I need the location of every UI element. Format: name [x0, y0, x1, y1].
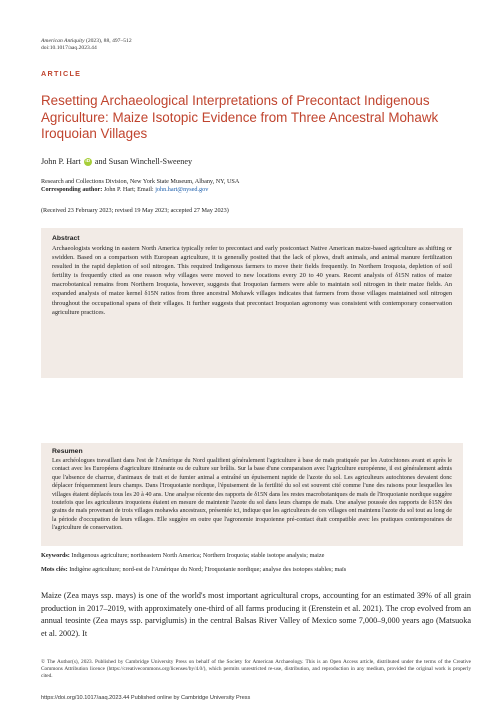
journal-volume-pages: (2023), 88, 497–512 — [85, 38, 132, 44]
received-dates: (Received 23 February 2023; revised 19 May 2023; accepted 27 May 2023) — [41, 207, 229, 214]
mots-cles-text: Indigène agriculture; nord-est de l'Amérique du Nord; l'Iroquoianie nordique; analyse des isotopes stables; maïs — [69, 566, 347, 573]
journal-name: American Antiquity — [41, 38, 85, 44]
corresponding-label: Corresponding author: — [41, 186, 103, 193]
resumen-heading: Resumen — [52, 448, 83, 455]
abstract-text: Archaeologists working in eastern North America typically refer to precontact and early postcontact Native American maize-based agriculture as shifting or swidden. Based on a comparison with European agriculture, it is generally posited that the lack of plows, draft animals, and animal manure fertilization resulted in the rapid depletion of soil nitrogen. This required Indigenous farmers to move their fields frequently. In Northern Iroquoia, depletion of soil fertility is frequently cited as one reason why villages were moved to new locations every 20 to 40 years. Recent analysis of δ15N ratios of maize macrobotanical remains from Northern Iroquoia, however, suggests that Iroquoian farmers were able to maintain soil nitrogen in their maize fields. An expanded analysis of maize kernel δ15N ratios from three ancestral Mohawk villages indicates that farmers from those villages maintained soil nitrogen throughout the occupational spans of their villages. It further suggests that precontact Iroquoian agronomy was consistent with contemporary conservation agriculture practices. — [52, 245, 452, 316]
section-label: ARTICLE — [41, 69, 82, 78]
mots-cles — [41, 566, 471, 573]
abstract-heading: Abstract — [52, 235, 80, 242]
author-line — [41, 157, 192, 166]
abstract-box — [41, 228, 463, 378]
author-rest[interactable]: and Susan Winchell-Sweeney — [94, 157, 193, 166]
journal-citation — [41, 37, 132, 45]
license-notice: © The Author(s), 2023. Published by Cambridge University Press on behalf of the Society for American Archaeology. This is an Open Access article, distributed under the terms of the Creative Commons Attribution licence (https://creativecommons.org/licenses/by/4.0/), which permits unrestricted re-use, distribution, and reproduction in any medium, provided the original work is properly cited. — [41, 659, 471, 680]
mots-cles-label: Mots clés: — [41, 566, 68, 573]
email-link[interactable]: john.hart@nysed.gov — [155, 186, 209, 193]
footer-doi-link[interactable]: https://doi.org/10.1017/aaq.2023.44 Published online by Cambridge University Press — [41, 695, 251, 701]
orcid-icon[interactable]: iD — [85, 158, 91, 164]
keywords — [41, 552, 471, 559]
resumen-text: Les archéologues travaillant dans l'est de l'Amérique du Nord qualifient généralement l'agriculture à base de maïs pratiquée par les Autochtones avant et après le contact avec les Européens d'agriculture itinérante ou de culture sur brûlis. Sur la base d'une comparaison avec l'agriculture européenne, il est généralement admis que l'absence de charrue, d'animaux de trait et de fumier animal a entraîné un épuisement rapide de l'azote du sol. Les agriculteurs autochtones devaient donc déplacer fréquemment leurs champs. Dans l'Iroquoianie nordique, l'épuisement de la fertilité du sol est souvent cité comme l'une des raisons pour lesquelles les villages étaient déplacés tous les 20 à 40 ans. Une analyse récente des rapports de δ15N dans les restes macrobotaniques de maïs de l'Iroquoianie nordique suggère toutefois que les agriculteurs iroquoiens étaient en mesure de maintenir l'azote du sol dans leurs champs de maïs. Une analyse poussée des rapports de δ15N des grains de maïs provenant de trois villages mohawks ancestraux, présentée ici, indique que les agriculteurs de ces villages ont maintenu l'azote du sol tout au long de la période d'occupation de leurs villages. Elle suggère en outre que l'agronomie iroquoienne pré-contact était compatible avec les pratiques contemporaines de l'agriculture de conservation. — [52, 458, 452, 532]
corresponding-text: John P. Hart; Email: — [103, 186, 154, 193]
keywords-text: Indigenous agriculture; northeastern North America; Northern Iroquoia; stable isotope analysis; maize — [71, 552, 325, 559]
body-paragraph: Maize (Zea mays ssp. mays) is one of the world's most important agricultural crops, accounting for an estimated 39% of all grain production in 2017–2019, with approximately one-third of all farms producing it (Erenstein et al. 2021). The crop evolved from an annual teosinte (Zea mays ssp. parviglumis) in the central Balsas River Valley of Mexico some 7,000–9,000 years ago (Matsuoka et al. 2002). It — [41, 591, 471, 638]
author-first[interactable]: John P. Hart — [41, 157, 81, 166]
keywords-label: Keywords: — [41, 552, 70, 559]
corresponding-author — [41, 186, 208, 193]
article-doi[interactable]: doi:10.1017/aaq.2023.44 — [41, 45, 97, 51]
article-title: Resetting Archaeological Interpretations of Precontact Indigenous Agriculture: Maize Isotopic Evidence from Three Ancestral Mohawk Iroquoian Villages — [41, 93, 439, 142]
affiliation: Research and Collections Division, New York State Museum, Albany, NY, USA — [41, 178, 240, 185]
resumen-box — [41, 443, 463, 546]
